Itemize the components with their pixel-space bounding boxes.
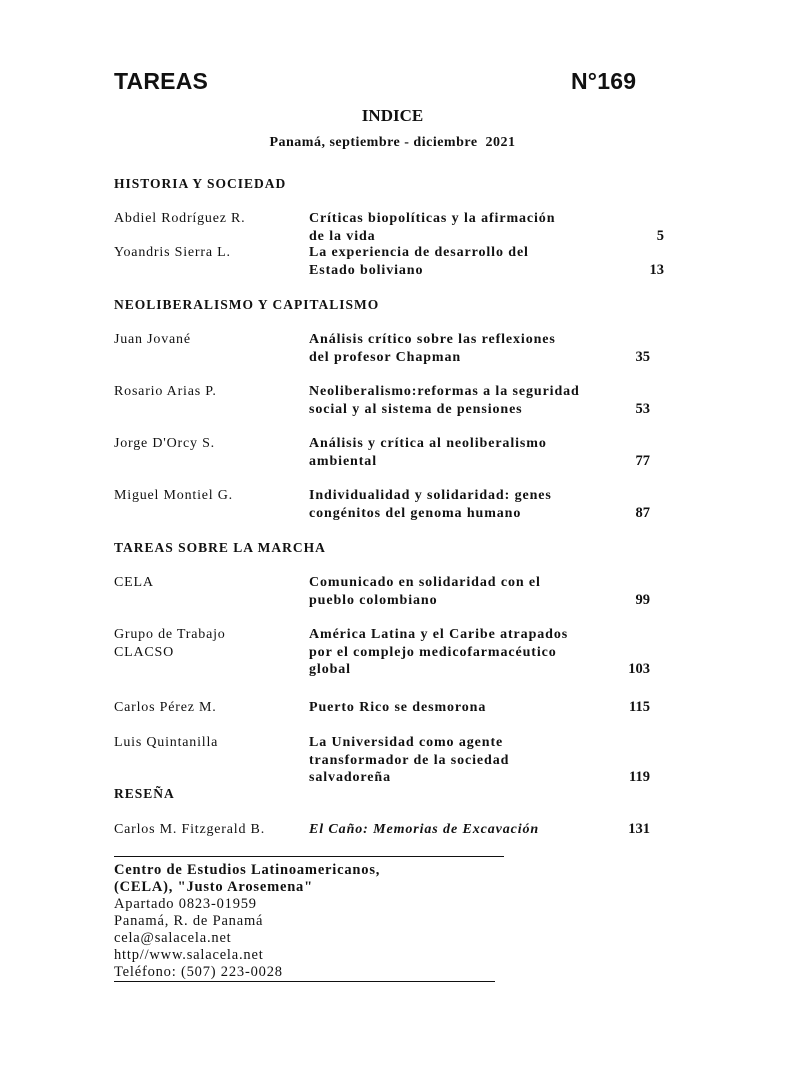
entry-page: 13 (649, 261, 664, 278)
journal-name: TAREAS (114, 68, 209, 94)
toc-entry (114, 383, 654, 443)
entry-title: El Caño: Memorias de Excavación (309, 822, 540, 837)
entry-page: 131 (628, 821, 650, 837)
entry-author: Yoandris Sierra L. (114, 245, 231, 260)
entry-author: Abdiel Rodríguez R. (114, 211, 246, 226)
index-title: INDICE (361, 106, 424, 125)
toc-entry (114, 734, 654, 794)
entry-page: 99 (635, 591, 650, 608)
entry-title: La Universidad como agente transformador de la sociedad salvadoreña (309, 735, 510, 785)
entry-title: Análisis crítico sobre las reflexiones del profesor Chapman (309, 332, 556, 365)
section-heading-historia: HISTORIA Y SOCIEDAD (114, 176, 287, 191)
section-heading-neoliberalismo: NEOLIBERALISMO Y CAPITALISMO (114, 297, 380, 312)
footer-address: Apartado 0823-01959 (114, 896, 257, 912)
date-line: Panamá, septiembre - diciembre 2021 (269, 135, 516, 150)
entry-page: 115 (629, 699, 650, 715)
entry-author: Carlos M. Fitzgerald B. (114, 822, 265, 837)
entry-page: 103 (628, 661, 650, 677)
entry-author: CELA (114, 575, 154, 590)
entry-page: 5 (656, 227, 664, 244)
entry-author: Carlos Pérez M. (114, 700, 217, 715)
entry-page: 53 (635, 400, 650, 417)
entry-page: 87 (635, 504, 650, 521)
footer-website[interactable]: http//www.salacela.net (114, 947, 264, 963)
footer-city: Panamá, R. de Panamá (114, 913, 264, 929)
entry-title: América Latina y el Caribe atrapados por el complejo medicofarmacéutico global (309, 627, 569, 677)
footer-top-rule (114, 856, 504, 857)
toc-entry (114, 626, 654, 686)
entry-author: Rosario Arias P. (114, 384, 217, 399)
entry-title: Críticas biopolíticas y la afirmación de la vida (309, 211, 556, 244)
toc-entry (114, 331, 654, 391)
entry-title: Análisis y crítica al neoliberalismo ambiental (309, 436, 547, 469)
entry-title: Neoliberalismo:reformas a la seguridad social y al sistema de pensiones (309, 384, 580, 417)
entry-author: Miguel Montiel G. (114, 488, 233, 503)
section-heading-resena: RESEÑA (114, 786, 175, 801)
toc-entry (114, 244, 664, 304)
section-heading-tareas-marcha: TAREAS SOBRE LA MARCHA (114, 540, 326, 555)
entry-page: 35 (635, 348, 650, 365)
toc-entry (114, 574, 654, 634)
footer-phone: Teléfono: (507) 223-0028 (114, 964, 283, 980)
entry-author: Jorge D'Orcy S. (114, 436, 215, 451)
entry-author: Grupo de Trabajo CLACSO (114, 627, 226, 660)
entry-title: Puerto Rico se desmorona (309, 700, 487, 715)
entry-title: Comunicado en solidaridad con el pueblo colombiano (309, 575, 541, 608)
footer-org-line1: Centro de Estudios Latinoamericanos, (114, 862, 381, 878)
entry-page: 77 (635, 452, 650, 469)
entry-title: Individualidad y solidaridad: genes congénitos del genoma humano (309, 488, 552, 521)
entry-author: Juan Jované (114, 332, 191, 347)
footer-org-line2: (CELA), "Justo Arosemena" (114, 879, 313, 895)
toc-entry (114, 487, 654, 547)
issue-number: N°169 (571, 68, 637, 94)
footer-bottom-rule (114, 981, 495, 982)
footer-email[interactable]: cela@salacela.net (114, 930, 232, 946)
toc-entry (114, 435, 654, 495)
entry-title: La experiencia de desarrollo del Estado boliviano (309, 245, 529, 278)
entry-page: 119 (629, 769, 650, 785)
entry-author: Luis Quintanilla (114, 735, 219, 750)
